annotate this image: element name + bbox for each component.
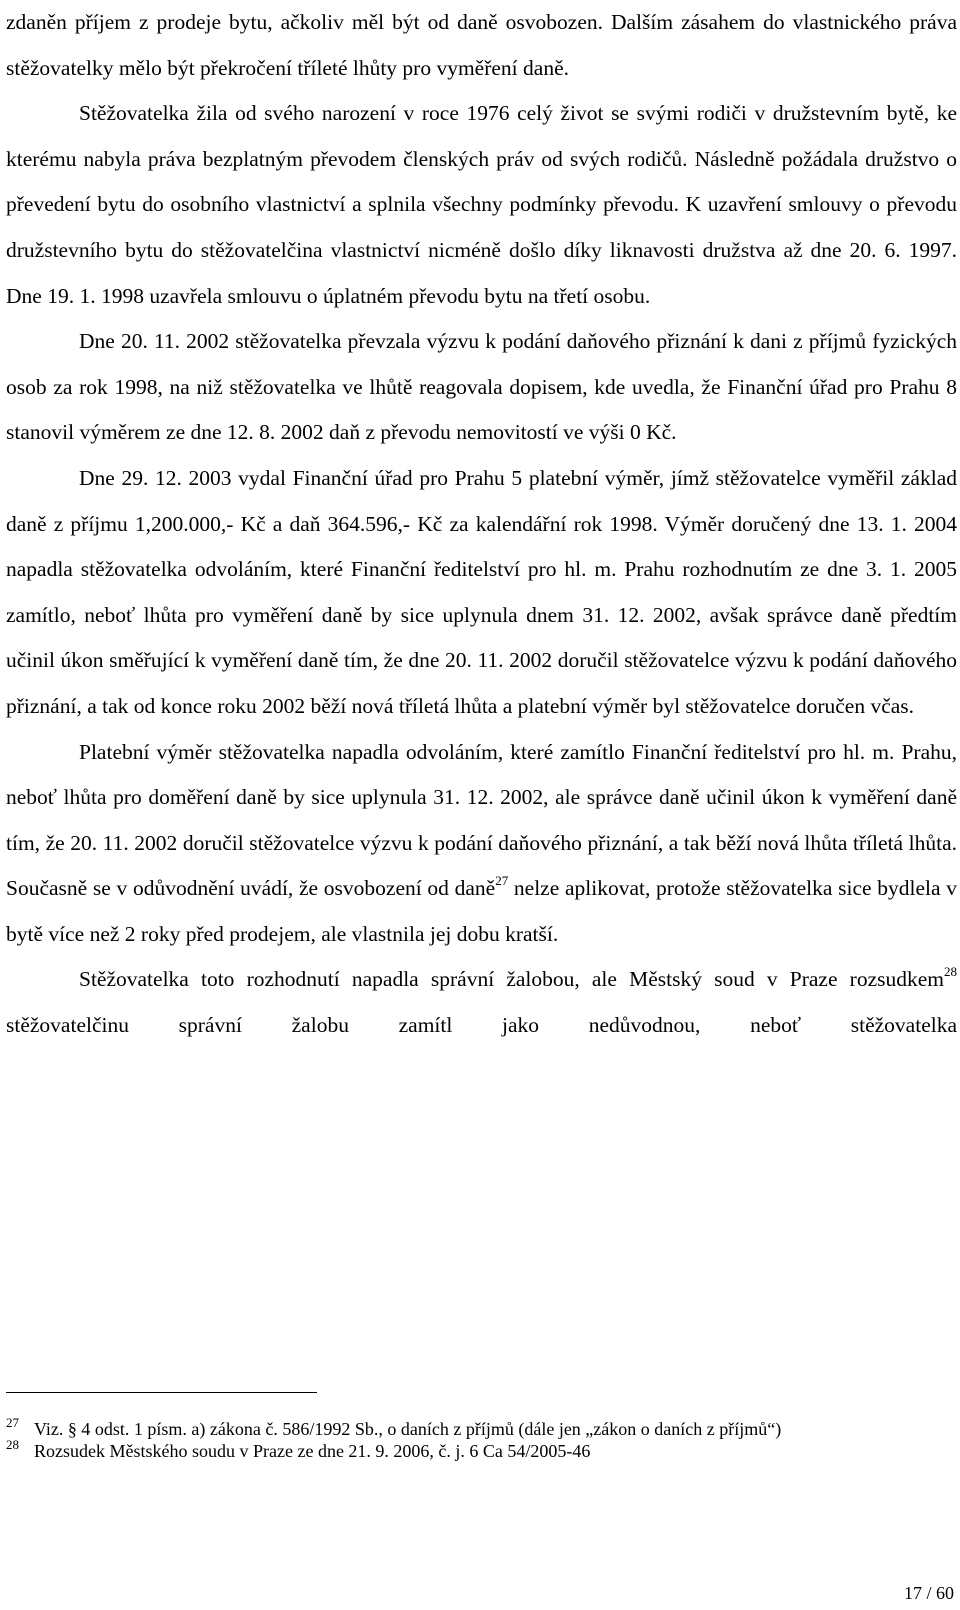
footnote-number: 28 — [6, 1437, 19, 1452]
paragraph-administrative-action-text-before: Stěžovatelka toto rozhodnutí napadla správní žalobou, ale Městský soud v Praze rozsudkem — [79, 967, 944, 992]
paragraph-administrative-action-text-after: stěžovatelčinu správní žalobu zamítl jako nedůvodnou, neboť stěžovatelka — [6, 1013, 957, 1038]
body-text — [6, 0, 957, 1049]
paragraph-appeal-text-before: Platební výměr stěžovatelka napadla odvoláním, které zamítlo Finanční ředitelství pro hl. m. Prahu, neboť lhůta pro doměření daně by sice uplynula 31. 12. 2002, ale správce daně učinil úkon k vyměření daně tím, že 20. 11. 2002 doručil stěžovatelce výzvu k podání daňového přiznání, a tak běží nová lhůta tříletá lhůta. Současně se v odůvodnění uvádí, že osvobození od daně — [6, 739, 957, 901]
footnotes — [6, 1415, 957, 1462]
paragraph-tax-return-notice: Dne 20. 11. 2002 stěžovatelka převzala výzvu k podání daňového přiznání k dani z příjmů fyzických osob za rok 1998, na niž stěžovatelka ve lhůtě reagovala dopisem, kde uvedla, že Finanční úřad pro Prahu 8 stanovil výměrem ze dne 12. 8. 2002 daň z převodu nemovitostí ve výši 0 Kč. — [6, 329, 957, 445]
footnote-ref-28[interactable]: 28 — [944, 964, 957, 980]
paragraph-payment-assessment: Dne 29. 12. 2003 vydal Finanční úřad pro Prahu 5 platební výměr, jímž stěžovatelce vyměřil základ daně z příjmu 1,200.000,- Kč a daň 364.596,- Kč za kalendářní rok 1998. Výměr doručený dne 13. 1. 2004 napadla stěžovatelka odvoláním, které Finanční ředitelství pro hl. m. Prahu rozhodnutím ze dne 3. 1. 2005 zamítlo, neboť lhůta pro vyměření daně by sice uplynula dnem 31. 12. 2002, avšak správce daně předtím učinil úkon směřující k vyměření daně tím, že dne 20. 11. 2002 doručil stěžovatelce výzvu k podání daňového přiznání, a tak od konce roku 2002 běží nová tříletá lhůta a platební výměr byl stěžovatelce doručen včas. — [6, 465, 957, 718]
footnote-28 — [6, 1437, 957, 1462]
paragraph-continued: zdaněn příjem z prodeje bytu, ačkoliv měl být od daně osvobozen. Dalším zásahem do vlastnického práva stěžovatelky mělo být překročení tříleté lhůty pro vyměření daně. — [6, 10, 957, 80]
footnote-text: Viz. § 4 odst. 1 písm. a) zákona č. 586/1992 Sb., o daních z příjmů (dále jen „zákon o daních z příjmů“) — [34, 1419, 782, 1439]
paragraph-appeal-text-after: nelze aplikovat, protože stěžovatelka sice bydlela v bytě více než 2 roky před prodejem, ale vlastnila jej dobu kratší. — [6, 876, 957, 946]
paragraph-administrative-action — [6, 957, 957, 1048]
footnote-text: Rozsudek Městského soudu v Praze ze dne 21. 9. 2006, č. j. 6 Ca 54/2005-46 — [34, 1441, 591, 1461]
page-number: 17 / 60 — [903, 1583, 954, 1603]
paragraph-appeal — [6, 730, 957, 958]
paragraph-background: Stěžovatelka žila od svého narození v roce 1976 celý život se svými rodiči v družstevním bytě, ke kterému nabyla práva bezplatným převodem členských práv od svých rodičů. Následně požádala družstvo o převedení bytu do osobního vlastnictví a splnila všechny podmínky převodu. K uzavření smlouvy o převodu družstevního bytu do stěžovatelčina vlastnictví nicméně došlo díky liknavosti družstva až dne 20. 6. 1997. Dne 19. 1. 1998 uzavřela smlouvu o úplatném převodu bytu na třetí osobu. — [6, 101, 957, 308]
footnote-27 — [6, 1415, 957, 1440]
footnote-number: 27 — [6, 1415, 19, 1430]
footnote-separator — [6, 1392, 317, 1393]
footnote-ref-27[interactable]: 27 — [495, 873, 509, 889]
